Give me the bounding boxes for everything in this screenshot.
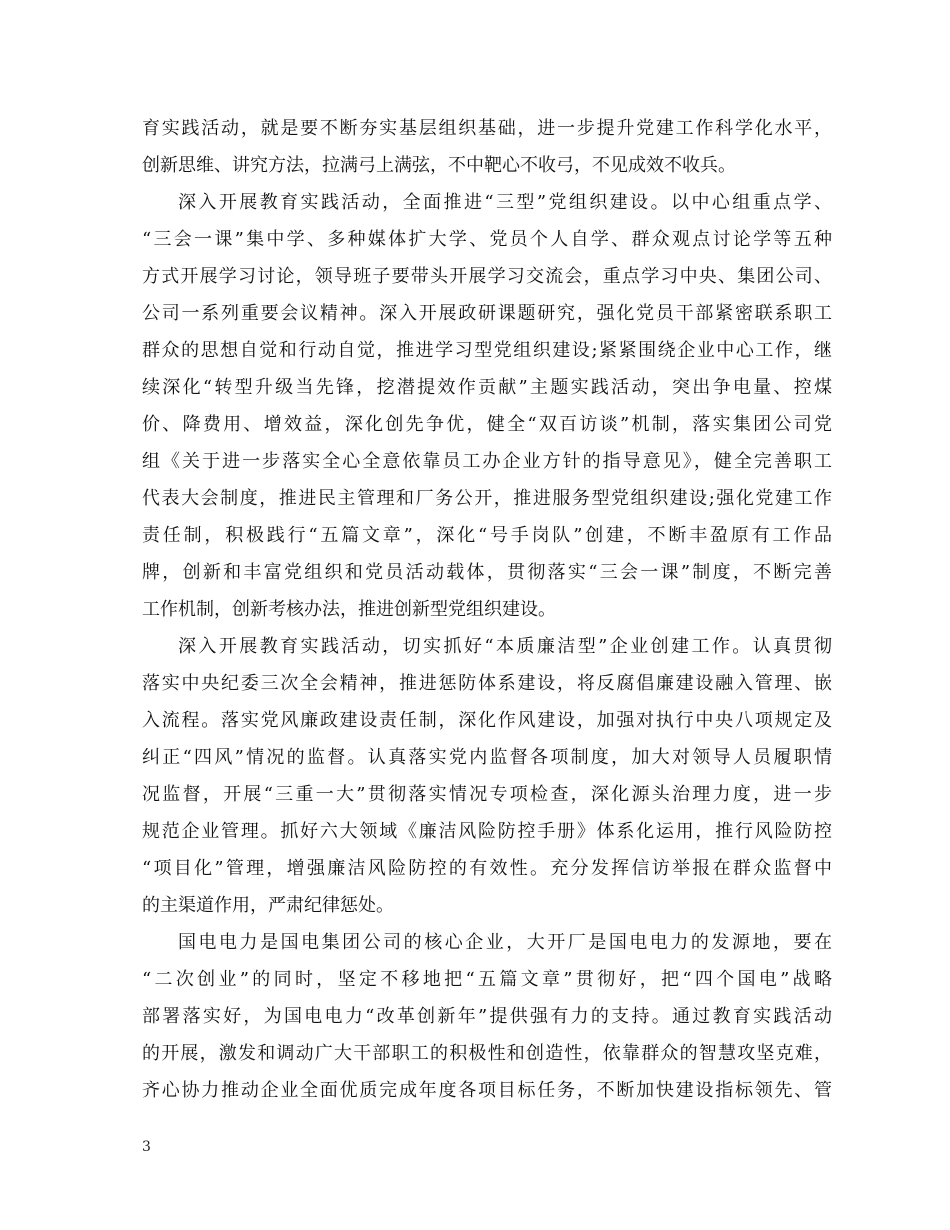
document-body: [142, 110, 832, 1109]
text-line: 牌，创新和丰富党组织和党员活动载体，贯彻落实“三会一课”制度，不断完善: [142, 562, 832, 583]
text-line: 落实中央纪委三次全会精神，推进惩防体系建设，将反腐倡廉建设融入管理、嵌: [142, 673, 832, 694]
text-line: 齐心协力推动企业全面优质完成年度各项目标任务，不断加快建设指标领先、管: [142, 1080, 832, 1101]
text-line: 工作机制，创新考核办法，推进创新型党组织建设。: [142, 599, 556, 620]
text-line: 的主渠道作用，严肃纪律惩处。: [142, 895, 394, 916]
text-line: 代表大会制度，推进民主管理和厂务公开，推进服务型党组织建设;强化党建工作: [142, 488, 832, 509]
text-line: 续深化“转型升级当先锋，挖潜提效作贡献”主题实践活动，突出争电量、控煤: [142, 377, 832, 398]
text-line: 价、降费用、增效益，深化创先争优，健全“双百访谈”机制，落实集团公司党: [142, 414, 832, 435]
text-line: 规范企业管理。抓好六大领域《廉洁风险防控手册》体系化运用，推行风险防控: [142, 821, 832, 842]
page-number: 3: [142, 1139, 151, 1155]
text-line: 责任制，积极践行“五篇文章”，深化“号手岗队”创建，不断丰盈原有工作品: [142, 525, 832, 546]
text-line: 群众的思想自觉和行动自觉，推进学习型党组织建设;紧紧围绕企业中心工作，继: [142, 340, 832, 361]
text-line: 况监督，开展“三重一大”贯彻落实情况专项检查，深化源头治理力度，进一步: [142, 784, 832, 805]
text-line: 组《关于进一步落实全心全意依靠员工办企业方针的指导意见》，健全完善职工: [142, 451, 832, 472]
text-line: 公司一系列重要会议精神。深入开展政研课题研究，强化党员干部紧密联系职工: [142, 303, 832, 324]
text-line: 育实践活动，就是要不断夯实基层组织基础，进一步提升党建工作科学化水平，: [142, 118, 832, 139]
text-line: “二次创业”的同时，坚定不移地把“五篇文章”贯彻好，把“四个国电”战略: [142, 969, 832, 990]
text-line: 纠正“四风”情况的监督。认真落实党内监督各项制度，加大对领导人员履职情: [142, 747, 832, 768]
paragraph-first-line: 深入开展教育实践活动，切实抓好“本质廉洁型”企业创建工作。认真贯彻: [178, 636, 832, 657]
text-line: 方式开展学习讨论，领导班子要带头开展学习交流会，重点学习中央、集团公司、: [142, 266, 832, 287]
text-line: 部署落实好，为国电电力“改革创新年”提供强有力的支持。通过教育实践活动: [142, 1006, 832, 1027]
text-line: “三会一课”集中学、多种媒体扩大学、党员个人自学、群众观点讨论学等五种: [142, 229, 832, 250]
paragraph-first-line: 深入开展教育实践活动，全面推进“三型”党组织建设。以中心组重点学、: [178, 192, 832, 213]
text-line: 创新思维、讲究方法，拉满弓上满弦，不中靶心不收弓，不见成效不收兵。: [142, 155, 736, 176]
text-line: 入流程。落实党风廉政建设责任制，深化作风建设，加强对执行中央八项规定及: [142, 710, 832, 731]
text-line: “项目化”管理，增强廉洁风险防控的有效性。充分发挥信访举报在群众监督中: [142, 858, 832, 879]
text-line: 的开展，激发和调动广大干部职工的积极性和创造性，依靠群众的智慧攻坚克难，: [142, 1043, 832, 1064]
paragraph-first-line: 国电电力是国电集团公司的核心企业，大开厂是国电电力的发源地，要在: [178, 932, 832, 953]
